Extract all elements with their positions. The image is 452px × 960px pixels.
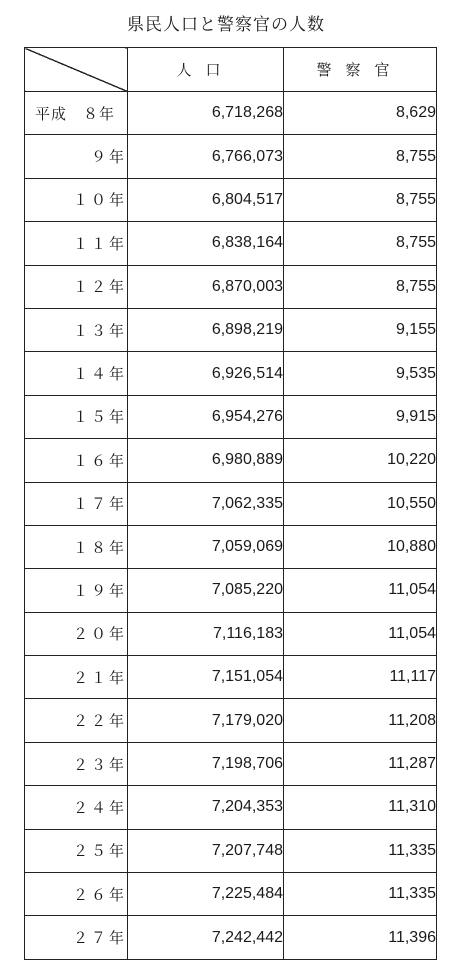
police-cell: 8,755 xyxy=(284,265,437,308)
year-cell: １１年 xyxy=(25,222,128,265)
population-cell: 7,151,054 xyxy=(128,656,284,699)
table-row xyxy=(25,439,437,482)
police-cell: 10,880 xyxy=(284,525,437,568)
police-cell: 11,335 xyxy=(284,829,437,872)
population-cell: 7,179,020 xyxy=(128,699,284,742)
year-cell: ２２年 xyxy=(25,699,128,742)
police-cell: 8,755 xyxy=(284,178,437,221)
table-row xyxy=(25,916,437,959)
population-cell: 6,766,073 xyxy=(128,135,284,178)
population-cell: 6,898,219 xyxy=(128,308,284,351)
police-cell: 11,054 xyxy=(284,569,437,612)
population-cell: 7,242,442 xyxy=(128,916,284,959)
year-cell: ２６年 xyxy=(25,873,128,916)
police-cell: 11,208 xyxy=(284,699,437,742)
police-cell: 8,755 xyxy=(284,222,437,265)
year-cell: ２３年 xyxy=(25,742,128,785)
police-cell: 9,155 xyxy=(284,308,437,351)
police-cell: 8,755 xyxy=(284,135,437,178)
diagonal-corner-cell xyxy=(25,48,128,92)
population-cell: 7,225,484 xyxy=(128,873,284,916)
population-cell: 7,204,353 xyxy=(128,786,284,829)
police-cell: 9,535 xyxy=(284,352,437,395)
police-cell: 11,310 xyxy=(284,786,437,829)
year-cell: １４年 xyxy=(25,352,128,395)
population-cell: 7,059,069 xyxy=(128,525,284,568)
table-header-row xyxy=(25,48,437,92)
population-cell: 7,062,335 xyxy=(128,482,284,525)
police-cell: 10,550 xyxy=(284,482,437,525)
year-cell: １２年 xyxy=(25,265,128,308)
year-cell: １６年 xyxy=(25,439,128,482)
table-row xyxy=(25,482,437,525)
table-row xyxy=(25,829,437,872)
table-row xyxy=(25,525,437,568)
population-cell: 6,954,276 xyxy=(128,395,284,438)
table-row xyxy=(25,92,437,135)
population-cell: 7,207,748 xyxy=(128,829,284,872)
year-cell: １３年 xyxy=(25,308,128,351)
table-row xyxy=(25,308,437,351)
year-cell: １７年 xyxy=(25,482,128,525)
population-cell: 7,085,220 xyxy=(128,569,284,612)
year-cell: ９年 xyxy=(25,135,128,178)
year-cell: １８年 xyxy=(25,525,128,568)
population-cell: 6,718,268 xyxy=(128,92,284,135)
year-cell: ２４年 xyxy=(25,786,128,829)
police-cell: 11,287 xyxy=(284,742,437,785)
table-row xyxy=(25,742,437,785)
year-cell: １０年 xyxy=(25,178,128,221)
population-cell: 6,980,889 xyxy=(128,439,284,482)
page-title: 県民人口と警察官の人数 xyxy=(127,15,325,35)
police-column-header: 警察官 xyxy=(284,48,437,92)
population-cell: 6,926,514 xyxy=(128,352,284,395)
year-cell: １９年 xyxy=(25,569,128,612)
table-row xyxy=(25,178,437,221)
population-cell: 6,804,517 xyxy=(128,178,284,221)
table-row xyxy=(25,265,437,308)
table-row xyxy=(25,786,437,829)
year-cell: ２５年 xyxy=(25,829,128,872)
table-row xyxy=(25,222,437,265)
table-row xyxy=(25,612,437,655)
population-cell: 7,198,706 xyxy=(128,742,284,785)
table-body xyxy=(25,92,437,960)
table-row xyxy=(25,656,437,699)
table-row xyxy=(25,395,437,438)
police-cell: 11,396 xyxy=(284,916,437,959)
year-cell: ２０年 xyxy=(25,612,128,655)
table-row xyxy=(25,873,437,916)
year-cell: 平成 ８年 xyxy=(25,92,128,135)
year-cell: １５年 xyxy=(25,395,128,438)
population-cell: 7,116,183 xyxy=(128,612,284,655)
police-cell: 9,915 xyxy=(284,395,437,438)
police-cell: 10,220 xyxy=(284,439,437,482)
population-cell: 6,838,164 xyxy=(128,222,284,265)
population-cell: 6,870,003 xyxy=(128,265,284,308)
police-cell: 11,335 xyxy=(284,873,437,916)
population-police-table xyxy=(24,47,437,960)
year-cell: ２７年 xyxy=(25,916,128,959)
population-column-header: 人口 xyxy=(128,48,284,92)
police-cell: 11,117 xyxy=(284,656,437,699)
table-row xyxy=(25,699,437,742)
year-cell: ２１年 xyxy=(25,656,128,699)
table-row xyxy=(25,135,437,178)
table-row xyxy=(25,352,437,395)
table-row xyxy=(25,569,437,612)
police-cell: 11,054 xyxy=(284,612,437,655)
police-cell: 8,629 xyxy=(284,92,437,135)
